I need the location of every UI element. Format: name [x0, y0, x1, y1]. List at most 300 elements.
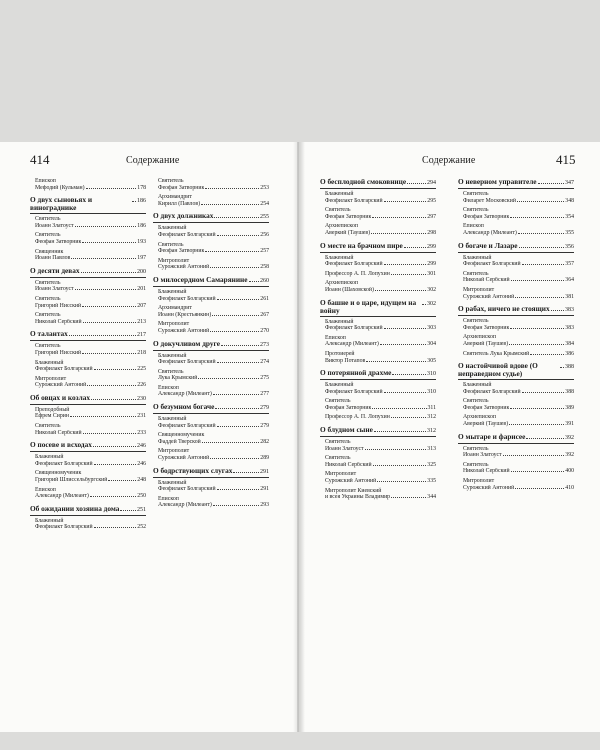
entry-name: Сурожский Антоний	[158, 455, 210, 462]
entry-name: Ефрем Сирин	[35, 413, 69, 420]
section-title	[30, 196, 146, 214]
entry-name: Сурожский Антоний	[463, 293, 515, 300]
entry-name: Александр (Милеант)	[463, 229, 517, 236]
entry-page-number: 295	[427, 197, 436, 204]
toc-entry	[325, 414, 436, 421]
entry-name: Александр (Милеант)	[325, 341, 379, 348]
entry-author-title: Святитель	[35, 216, 61, 223]
section-title	[458, 362, 574, 380]
entry-name: Виктор Потапов	[325, 357, 366, 364]
toc-section	[458, 242, 574, 301]
entry-author-title: Епископ	[35, 178, 56, 184]
entry-page-number: 225	[137, 366, 146, 373]
section-title-text: О посеве и всходах	[30, 440, 92, 450]
section-title	[458, 305, 574, 316]
section-title-text: О богаче и Лазаре	[458, 240, 518, 250]
entry-author-title: Блаженный	[325, 191, 354, 197]
entry-name: Иоанн Златоуст	[35, 222, 74, 229]
entry-page-number: 193	[137, 238, 146, 245]
entry-page-number: 197	[137, 255, 146, 262]
toc-entry	[158, 480, 269, 493]
leader-dots	[515, 488, 564, 489]
leader-dots	[221, 345, 259, 346]
entry-page-number: 364	[565, 277, 574, 284]
toc-entry	[325, 488, 436, 501]
entry-page-number: 207	[137, 302, 146, 309]
section-page-number: 200	[137, 268, 146, 275]
entry-name: Григорий Нисский	[35, 302, 82, 309]
entry-line	[325, 287, 436, 294]
entry-line	[158, 232, 269, 239]
toc-entry	[158, 242, 269, 255]
leader-dots	[374, 431, 426, 432]
toc-entry	[463, 398, 574, 411]
entry-name: Иоанн (Шаховской)	[325, 286, 374, 293]
section-page-number: 217	[137, 332, 146, 339]
entry-line	[325, 214, 436, 221]
entry-page-number: 267	[260, 311, 269, 318]
toc-entry	[35, 470, 146, 483]
toc-entry	[158, 178, 269, 191]
entry-line	[325, 414, 436, 421]
entry-page-number: 311	[427, 404, 436, 411]
entry-page-number: 253	[260, 184, 269, 191]
entry-name: Сурожский Антоний	[35, 382, 87, 389]
leader-dots	[75, 226, 137, 227]
entry-page-number: 297	[427, 213, 436, 220]
toc-entry	[35, 518, 146, 531]
entry-page-number: 282	[260, 438, 269, 445]
entry-line	[325, 325, 436, 332]
entry-name: Феофилакт Болгарский	[35, 366, 93, 373]
section-title	[458, 242, 574, 253]
entry-name: Николай Сербский	[35, 429, 82, 436]
entry-line	[325, 341, 436, 348]
entry-line	[325, 494, 436, 501]
entry-author-title: Святитель	[325, 207, 351, 214]
entry-page-number: 246	[137, 460, 146, 467]
toc-entry	[463, 414, 574, 427]
entry-name: Иоанн Павлов	[35, 255, 71, 262]
entry-line	[463, 214, 574, 221]
entry-page-number: 201	[137, 286, 146, 293]
entry-page-number: 186	[137, 222, 146, 229]
entry-line	[35, 382, 146, 389]
toc-section	[153, 178, 269, 207]
leader-dots	[94, 527, 137, 528]
section-page-number: 312	[427, 428, 436, 435]
entry-author-title: Святитель	[35, 343, 61, 350]
entry-author-title: Блаженный	[463, 382, 492, 389]
entry-name: Феофилакт Болгарский	[158, 359, 216, 366]
section-title-text: О двух должниках	[153, 211, 214, 221]
entry-line	[325, 462, 436, 469]
toc-entry	[158, 258, 269, 271]
toc-entry	[325, 439, 436, 452]
leader-dots	[372, 408, 426, 409]
entry-author-title: Святитель	[463, 270, 489, 277]
entry-page-number: 270	[260, 327, 269, 334]
section-page-number: 251	[137, 506, 146, 513]
leader-dots	[132, 201, 136, 202]
entry-page-number: 178	[137, 184, 146, 191]
section-page-number: 294	[427, 180, 436, 186]
section-title-text: О рабах, ничего не стоящих	[458, 304, 550, 314]
leader-dots	[201, 204, 259, 205]
leader-dots	[551, 310, 564, 311]
section-title-text: О бодрствующих слугах	[153, 465, 233, 475]
entry-name: Аверкий (Таушев)	[463, 421, 509, 428]
toc-section	[458, 178, 574, 237]
toc-entry	[463, 207, 574, 220]
entry-name: Феофилакт Болгарский	[463, 388, 521, 395]
entry-author-title: Блаженный	[325, 254, 354, 261]
entry-line	[35, 303, 146, 310]
toc-entry	[463, 223, 574, 236]
leader-dots	[538, 183, 564, 184]
toc-entry	[325, 255, 436, 268]
entry-line	[325, 478, 436, 485]
toc-entry	[463, 191, 574, 204]
entry-line	[158, 502, 269, 509]
leader-dots	[217, 299, 260, 300]
leader-dots	[210, 267, 259, 268]
toc-entry	[35, 376, 146, 389]
section-title-text: О десяти девах	[30, 265, 80, 275]
leader-dots	[373, 465, 427, 466]
entry-page-number: 310	[427, 388, 436, 395]
entry-line	[463, 468, 574, 475]
entry-name: и всея Украины Владимир	[325, 494, 391, 501]
entry-author-title: Священномученик	[158, 432, 205, 439]
entry-author-title: Блаженный	[463, 254, 492, 261]
toc-entry	[158, 305, 269, 318]
entry-line	[35, 185, 146, 192]
entry-line	[35, 493, 146, 500]
entry-name: Феофилакт Болгарский	[35, 460, 93, 467]
section-title	[320, 369, 436, 380]
leader-dots	[503, 455, 565, 456]
entry-page-number: 250	[137, 493, 146, 500]
leader-dots	[375, 290, 426, 291]
toc-entry	[158, 353, 269, 366]
toc-section	[30, 394, 146, 436]
leader-dots	[515, 297, 564, 298]
entry-line	[158, 201, 269, 208]
section-page-number: 392	[565, 434, 574, 441]
leader-dots	[217, 235, 260, 236]
toc-entry	[325, 335, 436, 348]
entry-page-number: 291	[260, 486, 269, 493]
entry-line	[325, 446, 436, 453]
leader-dots	[233, 472, 259, 473]
toc-entry	[35, 216, 146, 229]
entry-line	[158, 264, 269, 271]
entry-line	[35, 319, 146, 326]
entry-author-title: Святитель	[463, 191, 489, 197]
entry-author-title: Блаженный	[325, 318, 354, 325]
toc-entry	[463, 478, 574, 491]
entry-name: Иоанн Златоуст	[463, 452, 502, 459]
section-title	[153, 403, 269, 414]
section-page-number: 388	[565, 364, 574, 371]
entry-page-number: 257	[260, 248, 269, 255]
entry-line	[158, 391, 269, 398]
leader-dots	[391, 417, 426, 418]
leader-dots	[83, 433, 137, 434]
entry-author-title: Блаженный	[158, 288, 187, 295]
toc-entry	[158, 369, 269, 382]
section-title	[153, 340, 269, 351]
leader-dots	[94, 369, 137, 370]
entry-author-title: Святитель	[463, 461, 489, 468]
entry-line	[325, 389, 436, 396]
entry-page-number: 254	[260, 200, 269, 207]
entry-author-title: Блаженный	[35, 517, 64, 524]
leader-dots	[217, 362, 260, 363]
leader-dots	[522, 264, 565, 265]
section-page-number: 273	[260, 341, 269, 348]
leader-dots	[522, 392, 565, 393]
entry-page-number: 386	[565, 350, 574, 357]
leader-dots	[371, 233, 426, 234]
section-title	[320, 242, 436, 253]
toc-section	[30, 441, 146, 500]
left-page-number: 414	[30, 152, 50, 167]
entry-name: Феофан Затворник	[158, 184, 205, 191]
entry-author-title: Митрополит	[158, 448, 190, 455]
entry-line	[158, 375, 269, 382]
section-title-text: О блудном сыне	[320, 425, 373, 435]
entry-author-title: Архиепископ	[325, 223, 358, 230]
entry-line	[463, 341, 574, 348]
entry-page-number: 357	[565, 261, 574, 268]
entry-line	[463, 277, 574, 284]
toc-entry	[463, 462, 574, 475]
section-page-number: 279	[260, 405, 269, 412]
entry-page-number: 354	[565, 213, 574, 220]
entry-author-title: Преподобный	[35, 406, 70, 413]
toc-column-4	[458, 178, 574, 496]
entry-line	[463, 405, 574, 412]
entry-name: Феофилакт Болгарский	[158, 295, 216, 302]
entry-page-number: 252	[137, 524, 146, 531]
section-title	[320, 178, 436, 189]
entry-line	[158, 439, 269, 446]
entry-author-title: Святитель	[158, 178, 184, 184]
section-title-text: О безумном богаче	[153, 402, 215, 412]
leader-dots	[422, 304, 426, 305]
entry-author-title: Блаженный	[158, 479, 187, 486]
section-page-number: 299	[427, 243, 436, 250]
section-page-number: 347	[565, 180, 574, 186]
entry-author-title: Протоиерей	[325, 350, 355, 357]
entry-page-number: 213	[137, 318, 146, 325]
section-page-number: 186	[137, 198, 146, 205]
entry-author-title: Блаженный	[158, 416, 187, 423]
entry-author-title: Святитель	[35, 423, 61, 430]
entry-name: Феофан Затворник	[35, 238, 82, 245]
entry-page-number: 248	[137, 477, 146, 484]
entry-line	[325, 230, 436, 237]
entry-page-number: 304	[427, 341, 436, 348]
entry-name: Феофилакт Болгарский	[325, 261, 383, 268]
toc-entry	[325, 398, 436, 411]
entry-line	[325, 358, 436, 365]
section-title-text: О неверном управителе	[458, 177, 537, 186]
entry-author-title: Блаженный	[325, 382, 354, 389]
section-title-text: О талантах	[30, 329, 68, 339]
toc-section	[153, 276, 269, 335]
entry-name: Александр (Милеант)	[35, 493, 89, 500]
section-page-number: 356	[565, 243, 574, 250]
section-title	[320, 426, 436, 437]
entry-line	[463, 421, 574, 428]
toc-entry	[325, 191, 436, 204]
entry-author-title: Блаженный	[35, 359, 64, 366]
leader-dots	[377, 481, 426, 482]
section-title-text: О докучливом друге	[153, 338, 220, 348]
entry-line	[325, 271, 436, 278]
toc-entry	[463, 351, 574, 358]
toc-entry	[158, 448, 269, 461]
entry-line	[35, 350, 146, 357]
section-page-number: 383	[565, 307, 574, 314]
toc-section	[153, 467, 269, 509]
leader-dots	[526, 438, 564, 439]
leader-dots	[384, 264, 427, 265]
leader-dots	[391, 497, 426, 498]
toc-section	[30, 330, 146, 389]
entry-line	[463, 294, 574, 301]
toc-entry	[463, 255, 574, 268]
entry-page-number: 392	[565, 452, 574, 459]
section-title	[153, 467, 269, 478]
entry-author-title: Митрополит	[463, 286, 495, 293]
entry-page-number: 293	[260, 502, 269, 509]
toc-entry	[325, 382, 436, 395]
entry-author-title: Митрополит	[158, 257, 190, 264]
entry-name: Лука Крымский	[158, 375, 198, 382]
section-title	[153, 212, 269, 223]
toc-entry	[35, 407, 146, 420]
leader-dots	[82, 306, 136, 307]
leader-dots	[392, 374, 426, 375]
entry-name: Феофан Затворник	[158, 248, 205, 255]
toc-entry	[158, 432, 269, 445]
toc-section	[30, 505, 146, 531]
toc-entry	[463, 287, 574, 300]
entry-page-number: 391	[565, 421, 574, 428]
leader-dots	[82, 242, 136, 243]
entry-line	[35, 524, 146, 531]
leader-dots	[511, 280, 565, 281]
entry-author-title: Святитель	[158, 241, 184, 248]
entry-name: Григорий Шлиссельбургский	[35, 477, 108, 484]
section-title	[30, 505, 146, 516]
entry-name: Николай Сербский	[325, 461, 372, 468]
entry-page-number: 231	[137, 413, 146, 420]
toc-entry	[158, 385, 269, 398]
leader-dots	[94, 464, 137, 465]
toc-entry	[35, 296, 146, 309]
toc-entry	[158, 496, 269, 509]
section-title	[30, 394, 146, 405]
entry-page-number: 298	[427, 229, 436, 236]
entry-line	[35, 239, 146, 246]
toc-section	[320, 299, 436, 365]
leader-dots	[83, 322, 137, 323]
entry-author-title: Блаженный	[35, 454, 64, 461]
entry-author-title: Архиепископ	[325, 280, 358, 287]
entry-line	[463, 389, 574, 396]
entry-name: Феофилакт Болгарский	[325, 388, 383, 395]
entry-name: Мефодий (Кульман)	[35, 184, 85, 191]
leader-dots	[384, 328, 427, 329]
leader-dots	[407, 183, 426, 184]
entry-name: Профессор А. П. Лопухин	[325, 414, 390, 421]
entry-line	[158, 248, 269, 255]
entry-author-title: Блаженный	[158, 225, 187, 232]
section-title	[30, 267, 146, 278]
leader-dots	[510, 328, 564, 329]
section-title-text: О двух сыновьях и винограднике	[30, 195, 93, 213]
section-title-text: Об ожидании хозяина дома	[30, 503, 120, 513]
entry-author-title: Епископ	[463, 223, 484, 230]
entry-page-number: 355	[565, 229, 574, 236]
entry-line	[35, 286, 146, 293]
entry-author-title: Святитель	[325, 398, 351, 405]
leader-dots	[82, 353, 136, 354]
entry-line	[463, 261, 574, 268]
entry-author-title: Архимандрит	[158, 194, 192, 201]
entry-author-title: Архиепископ	[463, 414, 496, 421]
entry-name: Фаддей Тверской	[158, 438, 201, 445]
toc-entry	[325, 351, 436, 364]
entry-line	[35, 255, 146, 262]
entry-name: Иоанн Златоуст	[325, 445, 364, 452]
section-title	[458, 433, 574, 444]
toc-entry	[35, 360, 146, 373]
entry-author-title: Митрополит Киевский	[325, 487, 382, 494]
entry-line	[158, 185, 269, 192]
leader-dots	[217, 489, 260, 490]
entry-line	[158, 312, 269, 319]
right-page-header: Содержание	[422, 155, 476, 166]
entry-page-number: 302	[427, 286, 436, 293]
entry-author-title: Святитель	[463, 398, 489, 405]
leader-dots	[214, 217, 259, 218]
entry-name: Феофилакт Болгарский	[463, 261, 521, 268]
entry-author-title: Епископ	[325, 334, 346, 341]
entry-author-title: Святитель	[35, 279, 61, 286]
toc-section	[30, 267, 146, 326]
entry-name: Феофилакт Болгарский	[325, 197, 383, 204]
toc-entry	[35, 312, 146, 325]
leader-dots	[213, 394, 259, 395]
entry-page-number: 275	[260, 375, 269, 382]
entry-page-number: 313	[427, 445, 436, 452]
leader-dots	[205, 251, 259, 252]
toc-entry	[463, 382, 574, 395]
toc-entry	[325, 280, 436, 293]
entry-name: Сурожский Антоний	[158, 327, 210, 334]
entry-name: Святитель Лука Крымский	[463, 350, 530, 357]
entry-name: Феофан Затворник	[463, 213, 510, 220]
entry-line	[463, 198, 574, 205]
leader-dots	[518, 233, 564, 234]
leader-dots	[205, 188, 259, 189]
